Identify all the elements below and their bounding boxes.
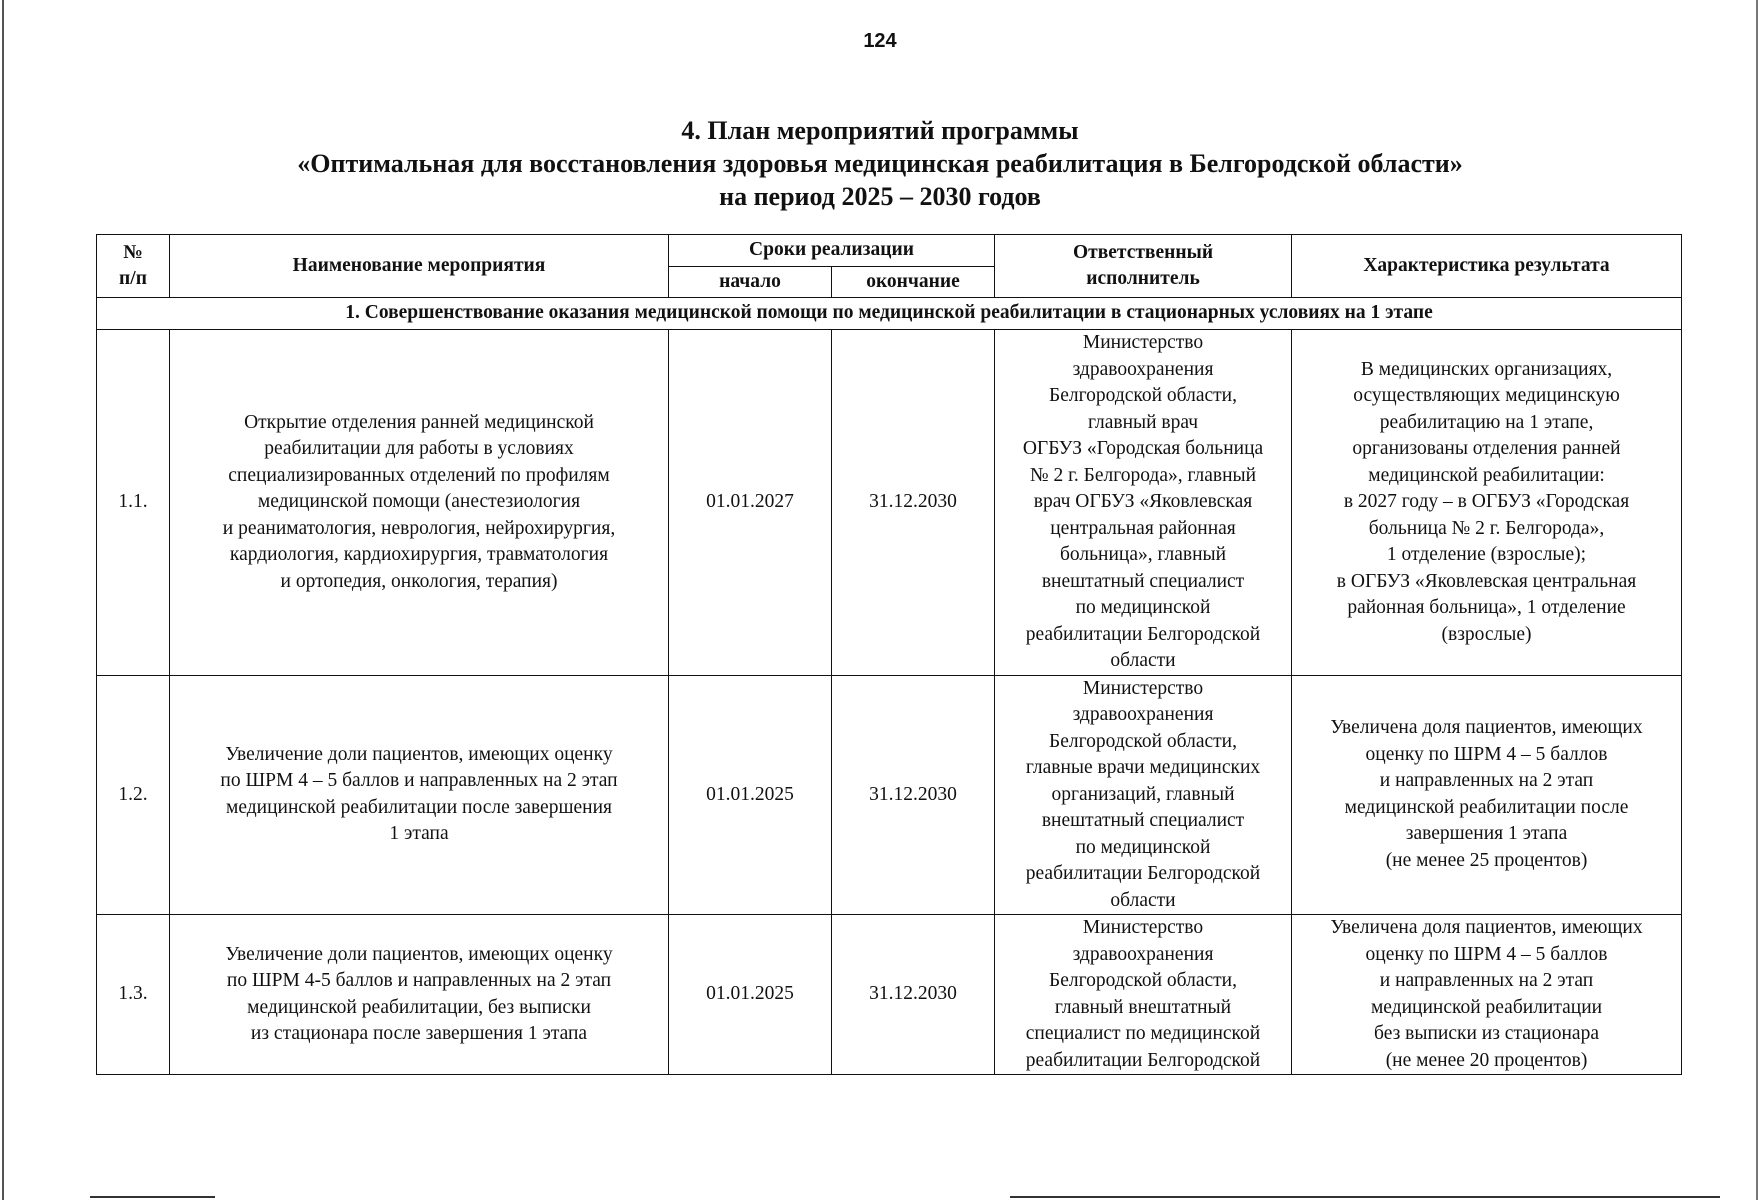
row-result: Увеличена доля пациентов, имеющих оценку по ШРМ 4 – 5 баллов и направленных на 2 этап медицинской реабилитации без выписки из стационара (не менее 20 процентов) [1292,915,1682,1075]
row-responsible: Министерство здравоохранения Белгородской области, главный внештатный специалист по медицинской реабилитации Белгородской [995,915,1292,1075]
row-end: 31.12.2030 [832,675,995,915]
action-plan-table [96,234,1682,1075]
header-dates: Сроки реализации [669,235,995,267]
row-result: Увеличена доля пациентов, имеющих оценку по ШРМ 4 – 5 баллов и направленных на 2 этап медицинской реабилитации после завершения 1 этапа (не менее 25 процентов) [1292,675,1682,915]
table-row [97,915,1682,1075]
row-num: 1.3. [97,915,170,1075]
footer-rule-right [1010,1196,1720,1198]
row-responsible: Министерство здравоохранения Белгородской области, главные врачи медицинских организаций, главный внештатный специалист по медицинской реабилитации Белгородской области [995,675,1292,915]
title-line-2: «Оптимальная для восстановления здоровья медицинская реабилитация в Белгородской области» [297,149,1463,178]
row-responsible: Министерство здравоохранения Белгородской области, главный врач ОГБУЗ «Городская больница № 2 г. Белгорода», главный врач ОГБУЗ «Яковлевская центральная районная больница», главный внештатный специалист по медицинской реабилитации Белгородской области [995,330,1292,676]
header-name: Наименование мероприятия [170,235,669,298]
header-end: окончание [832,267,995,298]
section-title: 1. Совершенствование оказания медицинской помощи по медицинской реабилитации в стационарных условиях на 1 этапе [97,298,1682,330]
row-name: Увеличение доли пациентов, имеющих оценку по ШРМ 4 – 5 баллов и направленных на 2 этап медицинской реабилитации после завершения 1 этапа [170,675,669,915]
header-responsible: Ответственный исполнитель [995,235,1292,298]
row-start: 01.01.2025 [669,675,832,915]
row-num: 1.1. [97,330,170,676]
row-num: 1.2. [97,675,170,915]
row-end: 31.12.2030 [832,330,995,676]
document-title [0,114,1760,213]
row-result: В медицинских организациях, осуществляющих медицинскую реабилитацию на 1 этапе, организованы отделения ранней медицинской реабилитации: в 2027 году – в ОГБУЗ «Городская больница № 2 г. Белгорода», 1 отделение (взрослые); в ОГБУЗ «Яковлевская центральная районная больница», 1 отделение (взрослые) [1292,330,1682,676]
row-end: 31.12.2030 [832,915,995,1075]
footer-rule-left [90,1196,215,1198]
header-row [97,235,1682,267]
table-row [97,675,1682,915]
header-num: № п/п [97,235,170,298]
section-row [97,298,1682,330]
header-start: начало [669,267,832,298]
row-start: 01.01.2025 [669,915,832,1075]
table-row [97,330,1682,676]
page-number: 124 [863,30,897,52]
row-name: Открытие отделения ранней медицинской реабилитации для работы в условиях специализированных отделений по профилям медицинской помощи (анестезиология и реаниматология, неврология, нейрохирургия, кардиология, кардиохирургия, травматология и ортопедия, онкология, терапия) [170,330,669,676]
title-line-3: на период 2025 – 2030 годов [719,182,1041,211]
header-result: Характеристика результата [1292,235,1682,298]
row-start: 01.01.2027 [669,330,832,676]
title-line-1: 4. План мероприятий программы [681,116,1079,145]
row-name: Увеличение доли пациентов, имеющих оценку по ШРМ 4-5 баллов и направленных на 2 этап медицинской реабилитации, без выписки из стационара после завершения 1 этапа [170,915,669,1075]
